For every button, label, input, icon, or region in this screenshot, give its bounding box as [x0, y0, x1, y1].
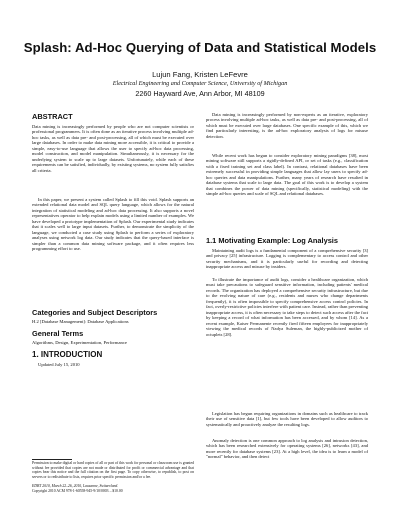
venue-footnote: EDBT 2010, March 22–26, 2010, Lausanne, Switzerland. — [32, 484, 119, 488]
author-names: Lujun Fang, Kristen LeFevre — [152, 70, 248, 79]
categories-heading: Categories and Subject Descriptors — [32, 308, 158, 317]
categories-text: H.2 [Database Management]: Database Applications — [32, 319, 129, 324]
intro-paragraph-2: While recent work has begun to consider exploratory mining paradigms [38], most mining software still supports a rigidly-defined API, or set of tasks (e.g., classification with a fixed training set and class label). In contrast, relational databases have been extremely successful in providing simple languages that allow lay users to specify ad-hoc queries and data manipulations. Further, many years of research have resulted in database systems that scale to large data. The goal of this work is to develop a system that combines the power of data mining (specifically, statistical modeling) with the simple ad-hoc queries and scale of SQL and relational databases. — [206, 153, 368, 197]
general-terms-heading: General Terms — [32, 329, 84, 338]
intro-paragraph-4: To illustrate the importance of audit logs, consider a healthcare organization, which must take precautions to safeguard sensitive information, including patients' medical records. The organization has deployed a comprehensive security infrastructure, but due to the evolving nature of care (e.g., residents and nurses who change departments frequently), it is often impossible to specify comprehensive access control policies. In fact, overly-restrictive policies interfere with patient care. Instead, rather than preventing inappropriate access, it is often necessary to take steps to detect such access after the fact by keeping a record of what information has been accessed, and by whom [14]. As a recent example, Kaiser Permanente recently fired fifteen employees for inappropriately viewing the medical records of Nadya Suleman, the highly-publicized mother of octuplets [28]. — [206, 277, 368, 337]
intro-paragraph-3: Maintaining audit logs is a fundamental component of a comprehensive security [3] and privacy [25] infrastructure. Logging is complementary to access control and other security mechanisms, and it is particularly useful for recording and detecting inappropriate access and misuse by insiders. — [206, 248, 368, 270]
intro-paragraph-5: Legislation has begun requiring organizations in domains such as healthcare to track their use of sensitive data [1], but few tools have been developed to allow auditors to systematically and proactively analyze the resulting logs. — [206, 411, 368, 427]
paper-title: Splash: Ad-Hoc Querying of Data and Statistical Models — [23, 40, 377, 55]
intro-paragraph-6: Anomaly detection is one common approach to log analysis and intrusion detection, which has been researched extensively for operating systems [26], networks [43], and more recently for database systems [23]. At a high level, the idea is to learn a model of "normal" behavior, and then detect — [206, 438, 368, 460]
footnote-rule — [32, 459, 72, 460]
copyright-footnote: Copyright 2010 ACM 978-1-60558-945-9/10/0003 ...$10.00 — [32, 488, 123, 493]
updated-note: Updated July 15, 2010 — [38, 362, 80, 367]
abstract-heading: ABSTRACT — [32, 112, 73, 121]
author-affiliation: Electrical Engineering and Computer Science, University of Michigan — [112, 80, 288, 87]
abstract-paragraph-1: Data mining is increasingly performed by people who are not computer scientists or professional programmers. It is often done as an iterative process involving multiple ad-hoc tasks, as well as data pre- and post-processing, all of which must be executed over large databases. In order to make data mining more accessible, it is critical to provide a simple, easy-to-use language that allows the user to specify ad-hoc data processing, model construction, and model manipulation. Simultaneously, it is necessary for the underlying system to scale up to large datasets. Unfortunately, while each of these requirements can be satisfied, individually, by existing systems, no system fully satisfies all criteria. — [32, 124, 194, 173]
permission-footnote: Permission to make digital or hard copies of all or part of this work for personal or classroom use is granted without fee provided that copies are not made or distributed for profit or commercial advantage and that copies bear this notice and the full citation on the first page. To copy otherwise, to republish, to post on servers or to redistribute to lists, requires prior specific permission and/or a fee. — [32, 461, 194, 479]
general-terms-text: Algorithms, Design, Experimentation, Performance — [32, 340, 127, 345]
abstract-paragraph-2: In this paper, we present a system called Splash to fill this void. Splash supports an extended relational data model and SQL query language, which allows for the natural integration of statistical modeling and ad-hoc data processing. It also supports a novel representatives operator to help explain models using a limited number of examples. We have developed a prototype implementation of Splash. Our experimental study indicates that it scales well to large input datasets. Further, to demonstrate the simplicity of the language, we conducted a case study using Splash to perform a series of exploratory analyses using network log data. Our study indicates that the query-based interface is simpler than a common data mining software package, and it often requires less programming effort to use. — [32, 197, 194, 252]
introduction-heading: 1. INTRODUCTION — [32, 350, 103, 359]
intro-paragraph-1: Data mining is increasingly performed by non-experts as an iterative, exploratory process involving multiple ad-hoc tasks, as well as data pre- and post-processing, all of which must be executed over large databases. One specific example of this, which we find particularly interesting, is the ad-hoc exploratory analysis of logs for misuse detection. — [206, 112, 368, 139]
subsection-heading: 1.1 Motivating Example: Log Analysis — [206, 236, 338, 245]
author-address: 2260 Hayward Ave, Ann Arbor, MI 48109 — [135, 89, 265, 98]
